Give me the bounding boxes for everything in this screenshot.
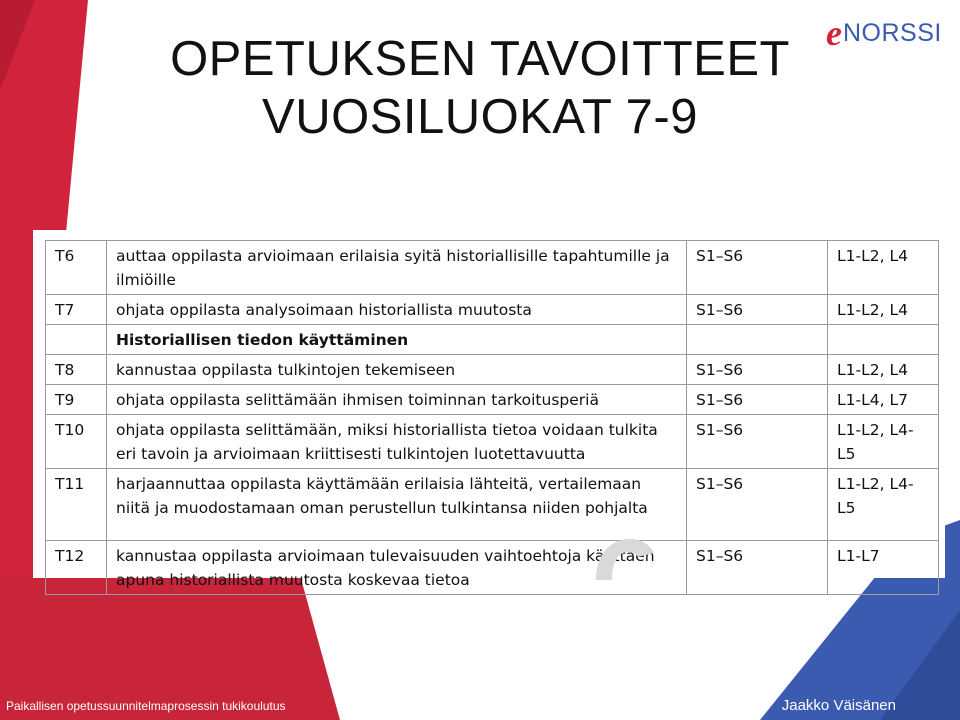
goal-text-cell: kannustaa oppilasta arvioimaan tulevaisuuden vaihtoehtoja käyttäen apuna historiallista muutosta koskevaa tietoa xyxy=(107,541,687,595)
goal-code-cell: T7 xyxy=(46,295,107,325)
competence-cell: L1-L2, L4 xyxy=(828,241,939,295)
goal-code-cell: T8 xyxy=(46,355,107,385)
competence-cell: L1-L4, L7 xyxy=(828,385,939,415)
table-section-row xyxy=(46,325,939,355)
competence-cell: L1-L2, L4 xyxy=(828,355,939,385)
competence-cell: L1-L2, L4-L5 xyxy=(828,415,939,469)
goal-text-cell: auttaa oppilasta arvioimaan erilaisia syitä historiallisille tapahtumille ja ilmiöille xyxy=(107,241,687,295)
goals-table-panel xyxy=(33,230,945,589)
goals-table xyxy=(45,240,939,595)
table-row xyxy=(46,541,939,595)
footer-course-name: Paikallisen opetussuunnitelmaprosessin tukikoulutus xyxy=(6,699,286,713)
content-areas-cell: S1–S6 xyxy=(687,469,828,541)
content-areas-cell: S1–S6 xyxy=(687,295,828,325)
goal-code-cell: T6 xyxy=(46,241,107,295)
table-row xyxy=(46,415,939,469)
goal-code-cell: T10 xyxy=(46,415,107,469)
table-row xyxy=(46,385,939,415)
goal-text-cell: kannustaa oppilasta tulkintojen tekemiseen xyxy=(107,355,687,385)
content-areas-cell: S1–S6 xyxy=(687,415,828,469)
content-areas-cell xyxy=(687,325,828,355)
content-areas-cell: S1–S6 xyxy=(687,541,828,595)
enorssi-watermark-icon xyxy=(590,525,660,580)
goal-code-cell: T9 xyxy=(46,385,107,415)
logo-text: NORSSI xyxy=(842,18,942,47)
table-row xyxy=(46,469,939,541)
competence-cell: L1-L2, L4 xyxy=(828,295,939,325)
logo-mark: e xyxy=(826,13,842,53)
table-row xyxy=(46,295,939,325)
slide-title-line2: VUOSILUOKAT 7-9 xyxy=(262,90,698,144)
goal-text-cell: harjaannuttaa oppilasta käyttämään erilaisia lähteitä, vertailemaan niitä ja muodostamaan oman perustellun tulkintansa niiden pohjalta xyxy=(107,469,687,541)
slide-title xyxy=(120,30,840,146)
goal-text-cell: ohjata oppilasta selittämään ihmisen toiminnan tarkoitusperiä xyxy=(107,385,687,415)
footer-author: Jaakko Väisänen xyxy=(781,697,896,714)
goal-code-cell xyxy=(46,325,107,355)
goal-code-cell: T11 xyxy=(46,469,107,541)
goal-code-cell: T12 xyxy=(46,541,107,595)
content-areas-cell: S1–S6 xyxy=(687,355,828,385)
content-areas-cell: S1–S6 xyxy=(687,241,828,295)
goal-text-cell: ohjata oppilasta analysoimaan historiallista muutosta xyxy=(107,295,687,325)
enorssi-logo xyxy=(826,13,942,53)
goal-text-cell: Historiallisen tiedon käyttäminen xyxy=(107,325,687,355)
goals-table-body xyxy=(46,241,939,595)
competence-cell: L1-L7 xyxy=(828,541,939,595)
slide-title-line1: OPETUKSEN TAVOITTEET xyxy=(170,32,790,86)
goal-text-cell: ohjata oppilasta selittämään, miksi historiallista tietoa voidaan tulkita eri tavoin ja arvioimaan kriittisesti tulkintojen luotettavuutta xyxy=(107,415,687,469)
content-areas-cell: S1–S6 xyxy=(687,385,828,415)
competence-cell: L1-L2, L4-L5 xyxy=(828,469,939,541)
table-row xyxy=(46,241,939,295)
table-row xyxy=(46,355,939,385)
competence-cell xyxy=(828,325,939,355)
